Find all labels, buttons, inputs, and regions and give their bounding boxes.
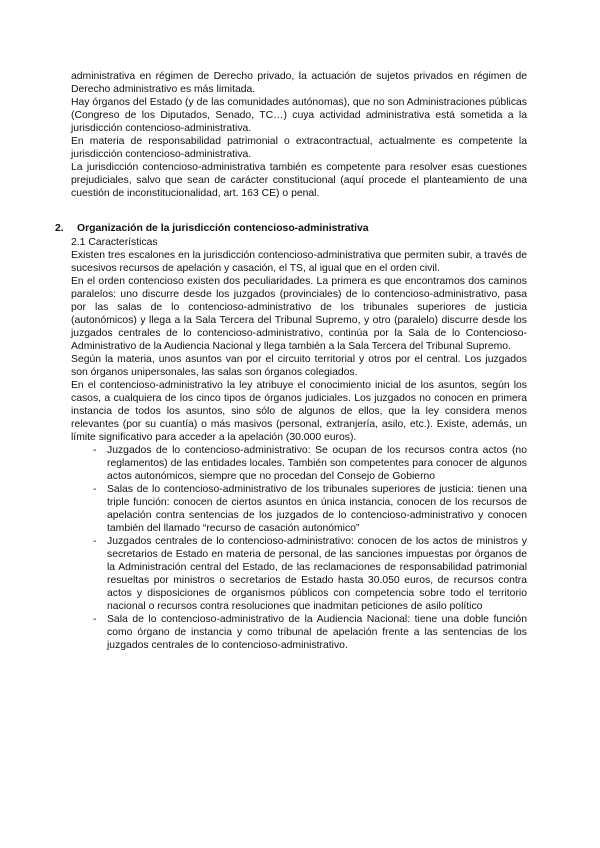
organ-list bbox=[71, 444, 527, 652]
paragraph: En materia de responsabilidad patrimonial o extracontractual, actualmente es competente la jurisdicción contencioso-administrativa. bbox=[71, 136, 527, 160]
subsection-title: 2.1 Características bbox=[71, 237, 158, 248]
paragraph: La jurisdicción contencioso-administrativa también es competente para resolver esas cuestiones prejudiciales, salvo que sean de carácter constitucional (aquí procede el planteamiento de una cuestión de inconstitucionalidad, art. 163 CE) o penal. bbox=[71, 162, 527, 199]
document-page bbox=[55, 70, 527, 652]
paragraph: En el contencioso-administrativo la ley atribuye el conocimiento inicial de los asuntos, según los casos, a cualquiera de los cinco tipos de órganos judiciales. Los juzgados no conocen en primera instancia de todos los asuntos, sino sólo de algunos de ellos, que la ley considera menos relevantes (por su cuantía) o más masivos (personal, extranjería, asilo, etc.). Existe, además, un límite significativo para acceder a la apelación (30.000 euros). bbox=[71, 380, 527, 443]
paragraph: En el orden contencioso existen dos peculiaridades. La primera es que encontramos dos caminos paralelos: uno discurre desde los juzgados (provinciales) de lo contencioso-administrativo, pasa por las salas de lo contencioso-administrativo de los tribunales superiores de justicia (autonómicos) y llega a la Sala Tercera del Tribunal Supremo, y otro (paralelo) discurre desde los juzgados centrales de lo contencioso-administrativo, continúa por la Sala de lo Contencioso-Administrativo de la Audiencia Nacional y llega también a la Sala Tercera del Tribunal Supremo. bbox=[71, 276, 527, 352]
list-item: - Sala de lo contencioso-administrativo de la Audiencia Nacional: tiene una doble función como órgano de instancia y como tribunal de apelación frente a las sentencias de los juzgados centrales de lo contencioso-administrativo. bbox=[95, 613, 527, 652]
list-item: - Salas de lo contencioso-administrativo de los tribunales superiores de justicia: tienen una triple función: conocen de ciertos asuntos en única instancia, conocen de los recursos de apelación contra sentencias de los juzgados de lo contencioso-administrativo y conocen también del llamado “recurso de casación autonómico” bbox=[95, 483, 527, 535]
paragraph: administrativa en régimen de Derecho privado, la actuación de sujetos privados en régimen de Derecho administrativo es más limitada. bbox=[71, 71, 527, 95]
section-number: 2. bbox=[55, 223, 64, 234]
paragraph: Según la materia, unos asuntos van por el circuito territorial y otros por el central. Los juzgados son órganos unipersonales, las salas son órganos colegiados. bbox=[71, 354, 527, 378]
section-heading bbox=[55, 222, 527, 235]
list-item: - Juzgados centrales de lo contencioso-administrativo: conocen de los actos de ministros y secretarios de Estado en materia de personal, de las sanciones impuestas por órganos de la Administración central del Estado, de las reclamaciones de responsabilidad patrimonial resueltas por ministros o secretarios de Estado hasta 30.050 euros, de recursos contra actos y disposiciones de organismos públicos con competencia sobre todo el territorio nacional o recursos contra resoluciones que inadmitan peticiones de asilo político bbox=[95, 535, 527, 613]
paragraph: Existen tres escalones en la jurisdicción contencioso-administrativa que permiten subir, a través de sucesivos recursos de apelación y casación, el TS, al igual que en el orden civil. bbox=[71, 250, 527, 274]
section-title: Organización de la jurisdicción contencioso-administrativa bbox=[77, 223, 369, 234]
paragraph: Hay órganos del Estado (y de las comunidades autónomas), que no son Administraciones públicas (Congreso de los Diputados, Senado, TC…) cuya actividad administrativa está sometida a la jurisdicción contencioso-administrativa. bbox=[71, 97, 527, 134]
list-item: - Juzgados de lo contencioso-administrativo: Se ocupan de los recursos contra actos (no reglamentos) de las entidades locales. También son competentes para conocer de algunos actos autonómicos, siempre que no procedan del Consejo de Gobierno bbox=[95, 444, 527, 483]
